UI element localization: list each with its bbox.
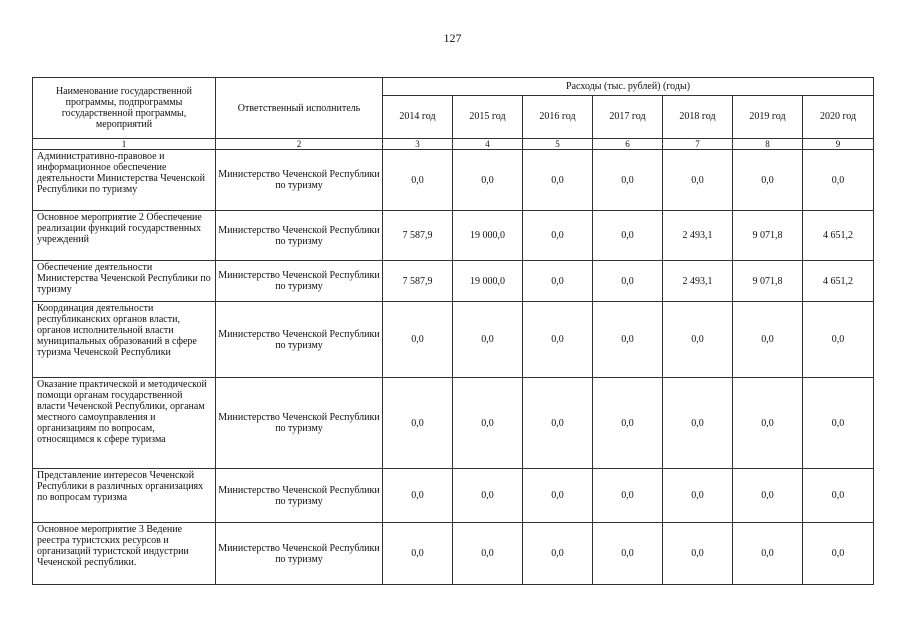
column-number: 6 — [593, 139, 663, 150]
row-value-2019: 0,0 — [733, 469, 803, 523]
header-year: 2020 год — [803, 95, 874, 138]
row-value-2016: 0,0 — [523, 211, 593, 261]
row-value-2016: 0,0 — [523, 469, 593, 523]
header-year: 2016 год — [523, 95, 593, 138]
row-value-2017: 0,0 — [593, 378, 663, 469]
row-executor: Министерство Чеченской Республики по туризму — [216, 261, 383, 302]
row-name: Основное мероприятие 2 Обеспечение реализации функций государственных учреждений — [33, 211, 216, 261]
row-value-2018: 2 493,1 — [663, 211, 733, 261]
header-year: 2018 год — [663, 95, 733, 138]
column-number: 5 — [523, 139, 593, 150]
row-name: Представление интересов Чеченской Республики в различных организациях по вопросам туризма — [33, 469, 216, 523]
table-row — [33, 302, 874, 378]
column-number: 4 — [453, 139, 523, 150]
row-executor: Министерство Чеченской Республики по туризму — [216, 378, 383, 469]
column-number: 1 — [33, 139, 216, 150]
header-name: Наименование государственной программы, подпрограммы государственной программы, мероприятий — [33, 78, 216, 139]
row-value-2019: 0,0 — [733, 150, 803, 211]
row-value-2014: 0,0 — [383, 150, 453, 211]
row-value-2018: 0,0 — [663, 378, 733, 469]
table-row — [33, 261, 874, 302]
row-value-2015: 0,0 — [453, 523, 523, 585]
row-value-2014: 0,0 — [383, 302, 453, 378]
header-executor: Ответственный исполнитель — [216, 78, 383, 139]
row-value-2019: 9 071,8 — [733, 211, 803, 261]
row-value-2017: 0,0 — [593, 150, 663, 211]
row-value-2015: 19 000,0 — [453, 261, 523, 302]
row-value-2015: 0,0 — [453, 378, 523, 469]
row-name: Координация деятельности республиканских органов власти, органов исполнительной власти муниципальных образований в сфере туризма Чеченской Республики — [33, 302, 216, 378]
header-year: 2015 год — [453, 95, 523, 138]
row-name: Административно-правовое и информационное обеспечение деятельности Министерства Чеченской Республики по туризму — [33, 150, 216, 211]
column-number: 9 — [803, 139, 874, 150]
column-number: 8 — [733, 139, 803, 150]
row-value-2019: 0,0 — [733, 302, 803, 378]
table-row — [33, 211, 874, 261]
table-row — [33, 150, 874, 211]
row-value-2020: 0,0 — [803, 302, 874, 378]
row-value-2017: 0,0 — [593, 469, 663, 523]
row-value-2018: 0,0 — [663, 302, 733, 378]
row-executor: Министерство Чеченской Республики по туризму — [216, 211, 383, 261]
column-number: 3 — [383, 139, 453, 150]
row-value-2016: 0,0 — [523, 302, 593, 378]
row-value-2020: 0,0 — [803, 523, 874, 585]
row-value-2015: 0,0 — [453, 469, 523, 523]
row-value-2017: 0,0 — [593, 211, 663, 261]
page-number: 127 — [443, 31, 462, 45]
row-value-2018: 0,0 — [663, 150, 733, 211]
row-executor: Министерство Чеченской Республики по туризму — [216, 302, 383, 378]
row-value-2016: 0,0 — [523, 523, 593, 585]
row-value-2014: 0,0 — [383, 523, 453, 585]
row-executor: Министерство Чеченской Республики по туризму — [216, 523, 383, 585]
row-value-2014: 0,0 — [383, 469, 453, 523]
row-value-2016: 0,0 — [523, 378, 593, 469]
row-value-2018: 2 493,1 — [663, 261, 733, 302]
row-value-2018: 0,0 — [663, 523, 733, 585]
row-name: Обеспечение деятельности Министерства Чеченской Республики по туризму — [33, 261, 216, 302]
row-name: Оказание практической и методической помощи органам государственной власти Чеченской Республики, органам местного самоуправления и организациям по вопросам, относящимся к сфере туризма — [33, 378, 216, 469]
row-executor: Министерство Чеченской Республики по туризму — [216, 150, 383, 211]
row-value-2020: 0,0 — [803, 150, 874, 211]
row-value-2015: 19 000,0 — [453, 211, 523, 261]
header-year: 2019 год — [733, 95, 803, 138]
row-value-2019: 0,0 — [733, 523, 803, 585]
row-value-2017: 0,0 — [593, 261, 663, 302]
row-value-2014: 0,0 — [383, 378, 453, 469]
column-number: 2 — [216, 139, 383, 150]
header-year: 2017 год — [593, 95, 663, 138]
budget-table — [32, 77, 874, 585]
row-value-2019: 0,0 — [733, 378, 803, 469]
table-row — [33, 378, 874, 469]
row-value-2020: 0,0 — [803, 469, 874, 523]
header-year: 2014 год — [383, 95, 453, 138]
row-value-2020: 4 651,2 — [803, 261, 874, 302]
row-value-2016: 0,0 — [523, 261, 593, 302]
table-row — [33, 523, 874, 585]
row-value-2016: 0,0 — [523, 150, 593, 211]
row-value-2015: 0,0 — [453, 150, 523, 211]
row-value-2014: 7 587,9 — [383, 261, 453, 302]
row-value-2014: 7 587,9 — [383, 211, 453, 261]
row-value-2020: 0,0 — [803, 378, 874, 469]
header-expenses-group: Расходы (тыс. рублей) (годы) — [383, 78, 874, 96]
row-value-2015: 0,0 — [453, 302, 523, 378]
row-value-2017: 0,0 — [593, 523, 663, 585]
row-executor: Министерство Чеченской Республики по туризму — [216, 469, 383, 523]
column-number: 7 — [663, 139, 733, 150]
table-row — [33, 469, 874, 523]
row-value-2017: 0,0 — [593, 302, 663, 378]
row-value-2018: 0,0 — [663, 469, 733, 523]
row-value-2019: 9 071,8 — [733, 261, 803, 302]
row-name: Основное мероприятие 3 Ведение реестра туристских ресурсов и организаций туристской индустрии Чеченской республики. — [33, 523, 216, 585]
row-value-2020: 4 651,2 — [803, 211, 874, 261]
